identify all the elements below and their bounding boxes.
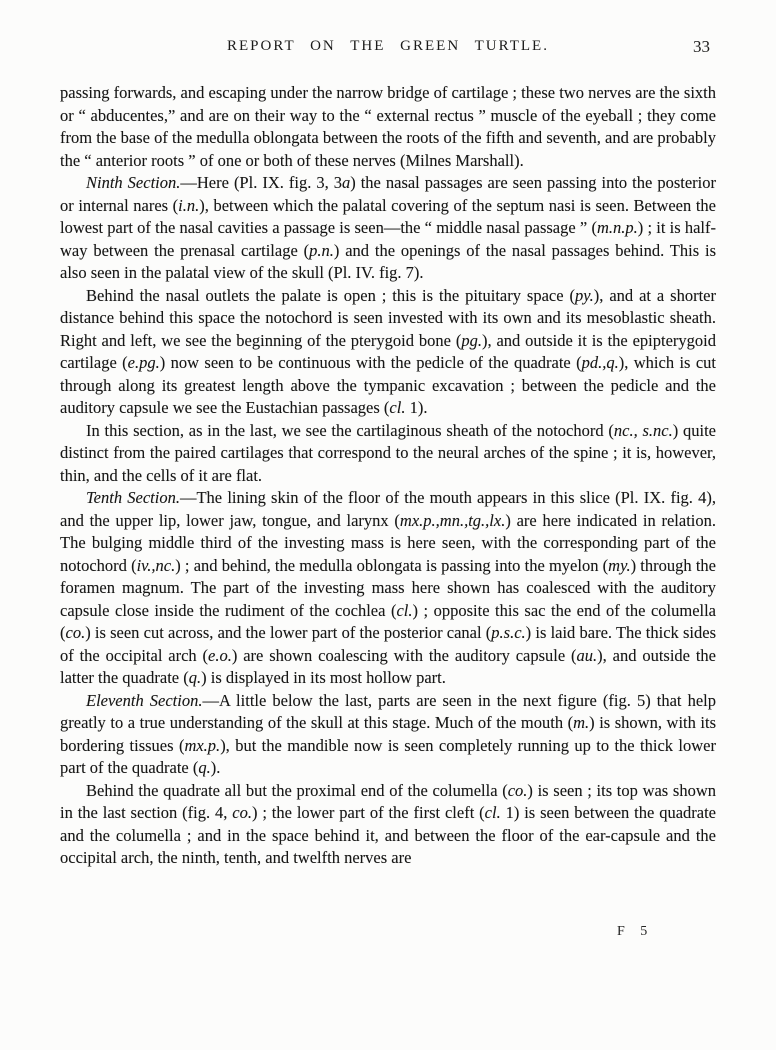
paragraph: Ninth Section.—Here (Pl. IX. fig. 3, 3a) the nasal passages are seen passing into the posterior or internal nares (i.n.), between which the palatal covering of the septum nasi is seen. Between the lowest part of the nasal cavities a passage is seen—the “ middle nasal passage ” (m.n.p.) ; it is half-way between the prenasal cartilage (p.n.) and the openings of the nasal passages behind. This is also seen in the palatal view of the skull (Pl. IV. fig. 7). bbox=[60, 173, 717, 282]
paragraph: Tenth Section.—The lining skin of the floor of the mouth appears in this slice (Pl. IX. fig. 4), and the upper lip, lower jaw, tongue, and larynx (mx.p.,mn.,tg.,lx.) are here indicated in relation. The bulging middle third of the investing mass is here seen, with the corresponding part of the notochord (iv.,nc.) ; and behind, the medulla oblongata is passing into the myelon (my.) through the foramen magnum. The part of the investing mass here shown has coalesced with the auditory capsule close inside the rudiment of the cochlea (cl.) ; opposite this sac the end of the columella (co.) is seen cut across, and the lower part of the posterior canal (p.s.c.) is laid bare. The thick sides of the occipital arch (e.o.) are shown coalescing with the auditory capsule (au.), and outside the latter the quadrate (q.) is displayed in its most hollow part. bbox=[60, 488, 717, 687]
running-title: REPORT ON THE GREEN TURTLE. bbox=[227, 38, 549, 54]
paragraph: Behind the quadrate all but the proximal end of the columella (co.) is seen ; its top was shown in the last section (fig. 4, co.) ; the lower part of the first cleft (cl. 1) is seen between the quadrate and the columella ; and in the space behind it, and between the floor of the ear-capsule and the occipital arch, the ninth, tenth, and twelfth nerves are bbox=[60, 780, 716, 867]
signature-mark bbox=[617, 924, 657, 939]
page-number: 33 bbox=[693, 37, 710, 56]
paragraph: Eleventh Section.—A little below the last, parts are seen in the next figure (fig. 5) that help greatly to a true understanding of the skull at this stage. Much of the mouth (m.) is shown, with its bordering tissues (mx.p.), but the mandible now is seen completely running up to the thick lower part of the quadrate (q.). bbox=[60, 690, 716, 777]
signature-mark-text: F 5 bbox=[617, 924, 654, 939]
paragraph: passing forwards, and escaping under the narrow bridge of cartilage ; these two nerves are the sixth or “ abducentes,” and are on their way to the “ external rectus ” muscle of the eyeball ; they come from the base of the medulla oblongata between the roots of the fifth and seventh, and are probably the “ anterior roots ” of one or both of these nerves (Milnes Marshall). bbox=[60, 83, 716, 170]
paragraph: In this section, as in the last, we see the cartilaginous sheath of the notochord (nc., s.nc.) quite distinct from the paired cartilages that correspond to the neural arches of the spine ; it is, however, thin, and the cells of it are flat. bbox=[60, 420, 716, 485]
paragraph: Behind the nasal outlets the palate is open ; this is the pituitary space (py.), and at a shorter distance behind this space the notochord is seen invested with its own and its mesoblastic sheath. Right and left, we see the beginning of the pterygoid bone (pg.), and outside it is the epipterygoid cartilage (e.pg.) now seen to be continuous with the pedicle of the quadrate (pd.,q.), which is cut through along its greatest length above the tympanic excavation ; between the pedicle and the auditory capsule we see the Eustachian passages (cl. 1). bbox=[60, 285, 716, 417]
text-block bbox=[60, 82, 716, 870]
